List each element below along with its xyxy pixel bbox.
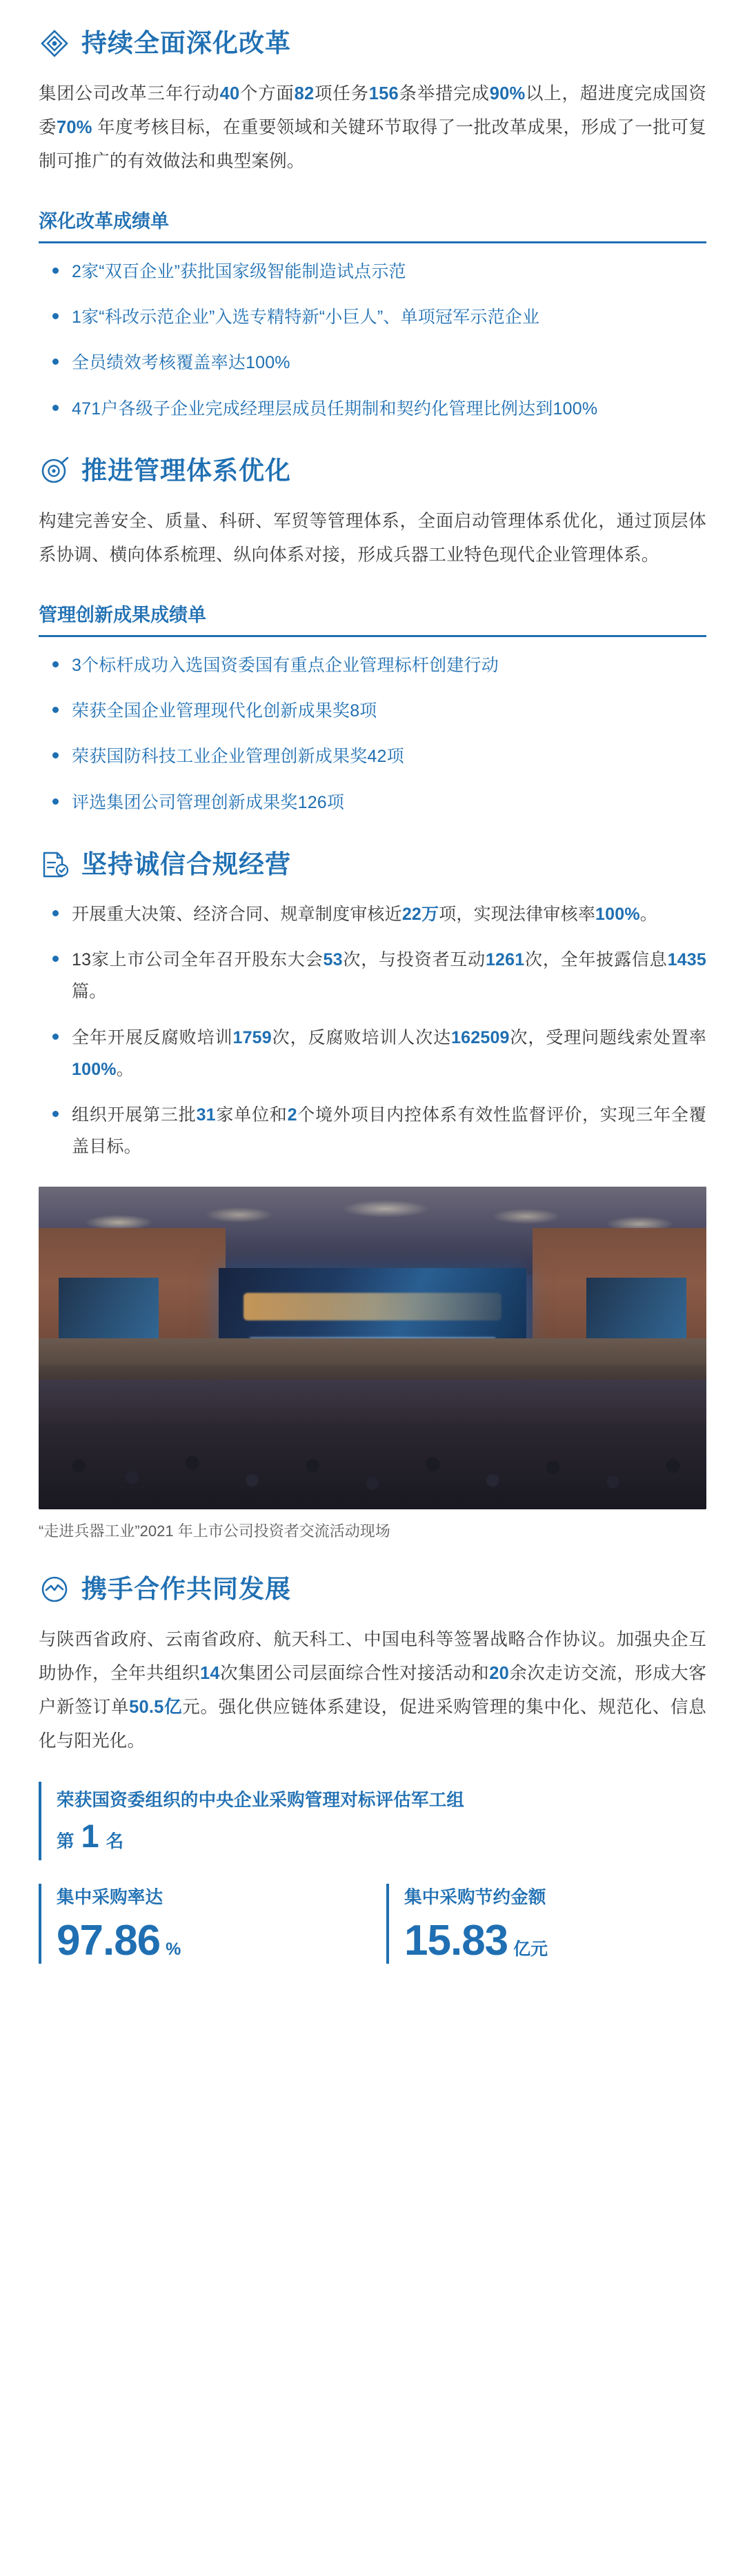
photo-side-screen-left	[59, 1278, 159, 1341]
stat-card-procurement-rate	[39, 1884, 359, 1964]
list-item: 3个标杆成功入选国资委国有重点企业管理标杆创建行动	[48, 650, 706, 681]
section-heading-cooperation	[39, 1573, 706, 1605]
list-item: 471户各级子企业完成经理层成员任期制和契约化管理比例达到100%	[48, 393, 706, 425]
subsection-heading-management-scorecard	[39, 600, 706, 637]
handshake-icon	[39, 1573, 70, 1605]
section-title: 推进管理体系优化	[81, 456, 291, 485]
section-title: 坚持诚信合规经营	[81, 849, 291, 878]
stat-label: 集中采购率达	[57, 1887, 163, 1907]
highlight-description: 荣获国资委组织的中央企业采购管理对标评估军工组	[57, 1790, 465, 1810]
highlight-rank-number: 1	[81, 1817, 99, 1854]
photo-side-screen-right	[586, 1278, 686, 1341]
stat-value	[57, 1918, 359, 1963]
stat-label: 集中采购节约金额	[404, 1887, 546, 1907]
section-title: 持续全面深化改革	[81, 28, 291, 57]
highlight-rank-suffix: 名	[106, 1831, 124, 1851]
list-item: 13家上市公司全年召开股东大会53次，与投资者互动1261次，全年披露信息1435篇。	[48, 944, 706, 1008]
stats-row	[39, 1884, 706, 1964]
stat-value	[404, 1918, 706, 1963]
section-paragraph-reform: 集团公司改革三年行动40个方面82项任务156条举措完成90%以上，超进度完成国资委70% 年度考核目标，在重要领域和关键环节取得了一批改革成果，形成了一批可复制可推广的有效做法和典型案例。	[39, 84, 707, 171]
conference-photo	[39, 1187, 706, 1509]
divider-rule	[39, 635, 706, 637]
diamond-reform-icon	[39, 28, 70, 59]
subsection-title: 管理创新成果成绩单	[39, 604, 206, 625]
section-heading-management	[39, 455, 706, 487]
bullet-list-compliance	[39, 898, 706, 1163]
subsection-heading-reform-scorecard	[39, 206, 706, 243]
divider-rule	[39, 241, 706, 243]
stat-number: 15.83	[404, 1917, 508, 1965]
stat-unit: 亿元	[513, 1940, 548, 1960]
photo-block	[39, 1187, 706, 1543]
list-item: 1家“科改示范企业”入选专精特新“小巨人”、单项冠军示范企业	[48, 301, 706, 333]
stat-number: 97.86	[57, 1917, 161, 1965]
bullet-list-management	[39, 650, 706, 818]
document-check-icon	[39, 849, 70, 881]
list-item: 全年开展反腐败培训1759次，反腐败培训人次达162509次，受理问题线索处置率100%。	[48, 1022, 706, 1086]
bullet-list-reform	[39, 256, 706, 425]
list-item: 组织开展第三批31家单位和2个境外项目内控体系有效性监督评价，实现三年全覆盖目标。	[48, 1099, 706, 1163]
list-item: 荣获全国企业管理现代化创新成果奖8项	[48, 695, 706, 727]
stat-card-procurement-savings	[386, 1884, 706, 1964]
section-paragraph-management: 构建完善安全、质量、科研、军贸等管理体系，全面启动管理体系优化，通过顶层体系协调、横向体系梳理、纵向体系对接，形成兵器工业特色现代企业管理体系。	[39, 511, 706, 565]
section-title: 携手合作共同发展	[81, 1574, 291, 1603]
highlight-rank	[57, 1817, 706, 1856]
highlight-rank-prefix: 第	[57, 1831, 74, 1851]
section-paragraph-cooperation: 与陕西省政府、云南省政府、航天科工、中国电科等签署战略合作协议。加强央企互助协作，全年共组织14次集团公司层面综合性对接活动和20余次走访交流，形成大客户新签订单50.5亿元。强化供应链体系建设，促进采购管理的集中化、规范化、信息化与阳光化。	[39, 1629, 706, 1751]
target-management-icon	[39, 455, 70, 487]
section-heading-compliance	[39, 849, 706, 881]
list-item: 开展重大决策、经济合同、规章制度审核近22万项，实现法律审核率100%。	[48, 898, 706, 930]
list-item: 荣获国防科技工业企业管理创新成果奖42项	[48, 741, 706, 772]
highlight-ranking-block	[39, 1782, 706, 1860]
section-heading-reform	[39, 28, 706, 59]
photo-audience	[39, 1365, 706, 1509]
list-item: 全员绩效考核覆盖率达100%	[48, 347, 706, 379]
list-item: 评选集团公司管理创新成果奖126项	[48, 787, 706, 818]
subsection-title: 深化改革成绩单	[39, 210, 169, 232]
list-item: 2家“双百企业”获批国家级智能制造试点示范	[48, 256, 706, 288]
photo-caption: “走进兵器工业”2021 年上市公司投资者交流活动现场	[39, 1522, 390, 1540]
stat-unit: %	[166, 1940, 181, 1960]
